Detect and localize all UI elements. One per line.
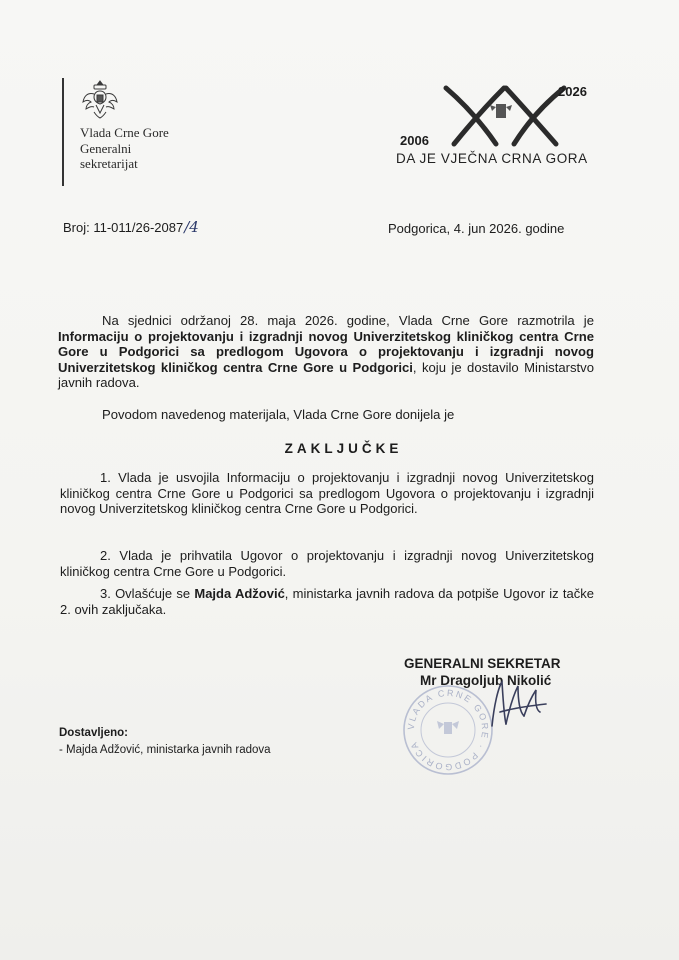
coat-of-arms-icon <box>80 78 120 122</box>
date-line: Podgorica, 4. jun 2026. godine <box>388 221 565 236</box>
header-divider <box>62 78 64 186</box>
intro-text-1: Na sjednici održanoj 28. maja 2026. godine, Vlada Crne Gore razmotrila je <box>102 313 594 328</box>
jubilee-crest-icon <box>490 104 512 118</box>
intro-subject-bold: Informaciju o projektovanju i izgradnji novog Univerzitetskog kliničkog centra Crne Gore u Podgorici sa predlogom Ugovora o projektovanju i izgradnji novog Univerzitetskog kliničkog centra Crne Gore u Podgorici <box>58 328 594 375</box>
delivery-label: Dostavljeno: <box>59 727 129 739</box>
signatory-name: Mr Dragoljub Nikolić <box>420 673 552 688</box>
intro-text-2: , koju je dostavilo Ministarstvo javnih radova. <box>58 359 594 391</box>
gov-line-3: sekretarijat <box>80 156 138 171</box>
conclusion-1: 1. Vlada je usvojila Informaciju o projektovanju i izgradnji novog Univerzitetskog kliničkog centra Crne Gore u Podgorici sa predlogom Ugovora o projektovanju i izgradnji novog Univerzitetskog kliničkog centra Crne Gore u Podgorici. <box>60 470 594 517</box>
conclusion-2: 2. Vlada je prihvatila Ugovor o projektovanju i izgradnji novog Univerzitetskog kliničkog centra Crne Gore u Podgorici. <box>60 548 594 579</box>
conclusion-3-name: Majda Adžović <box>194 586 285 601</box>
jubilee-logo <box>396 78 606 178</box>
conclusion-3-post: , ministarka javnih radova da potpiše Ugovor iz tačke 2. ovih zaključaka. <box>60 586 594 617</box>
delivery-item: - Majda Adžović, ministarka javnih radova <box>59 744 271 756</box>
signatory-title: GENERALNI SEKRETAR <box>404 656 561 671</box>
conclusion-3 <box>60 586 594 617</box>
intro-paragraph <box>58 313 594 391</box>
handwritten-signature-icon <box>470 676 560 736</box>
jubilee-year-end: 2026 <box>558 84 587 99</box>
reference-text: Broj: 11-011/26-2087 <box>63 220 184 235</box>
reference-handwritten-suffix: /4 <box>184 218 199 236</box>
reference-number <box>63 218 199 236</box>
intro-paragraph-2: Povodom navedenog materijala, Vlada Crne Gore donijela je <box>102 407 455 422</box>
conclusions-heading: ZAKLJUČKE <box>284 441 403 456</box>
jubilee-year-start: 2006 <box>400 133 429 148</box>
gov-line-2: Generalni <box>80 140 132 156</box>
jubilee-motto: DA JE VJEČNA CRNA GORA <box>396 151 588 166</box>
government-name <box>80 125 169 172</box>
gov-line-1: Vlada Crne Gore <box>80 125 169 140</box>
stamp-text: VLADA CRNE GORE · PODGORICA <box>405 687 491 773</box>
conclusion-3-pre: 3. Ovlašćuje se <box>100 586 195 601</box>
